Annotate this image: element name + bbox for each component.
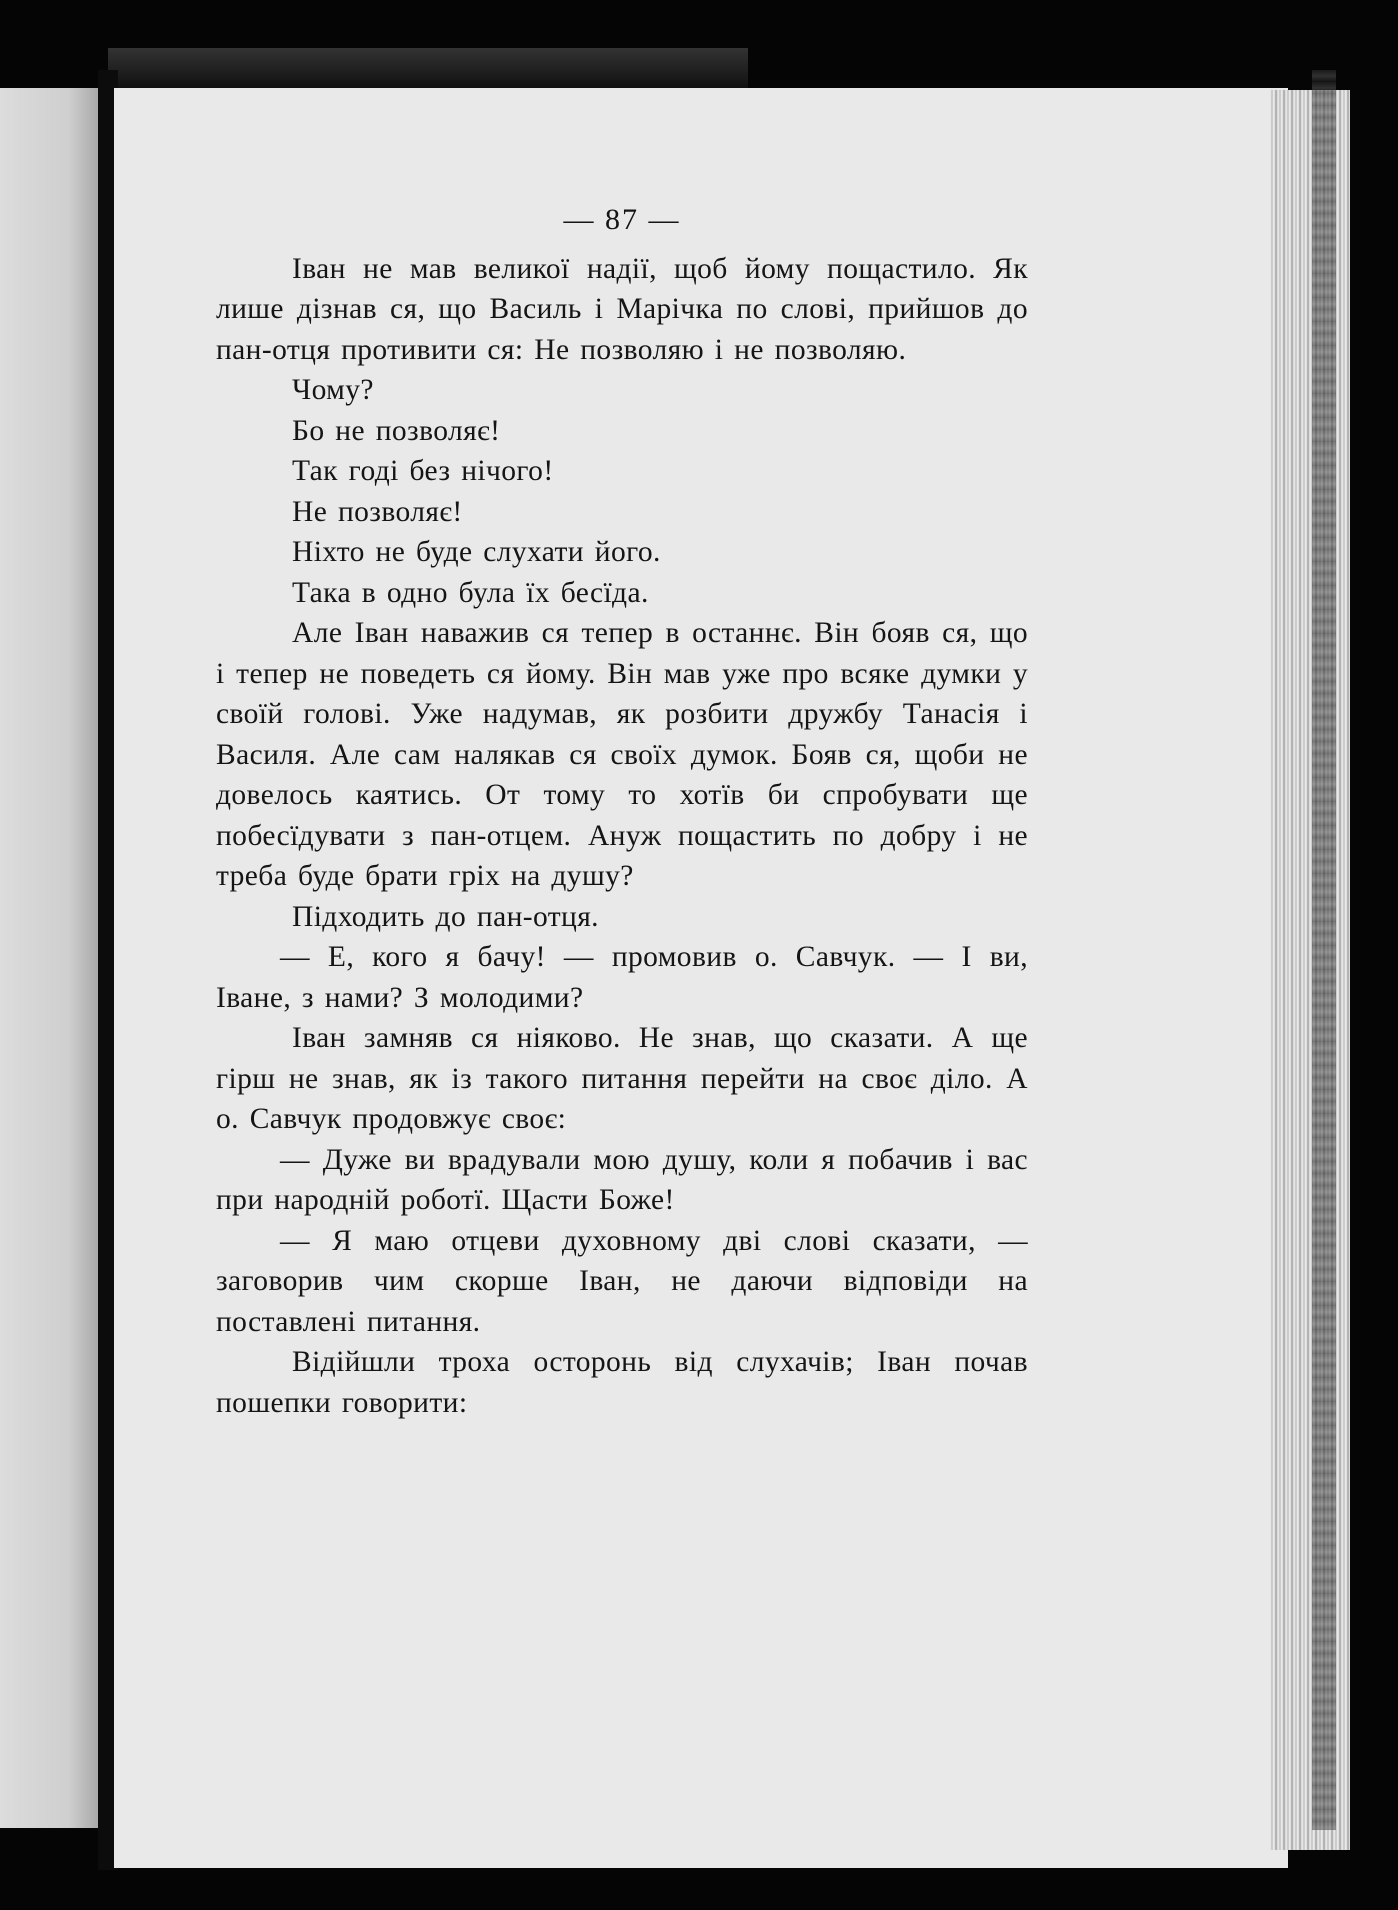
left-page-edge — [0, 88, 98, 1828]
page-fore-edge-shadow — [1312, 70, 1336, 1830]
top-shadow — [108, 48, 748, 88]
paragraph: Але Іван наважив ся тепер в останнє. Він бояв ся, що і тепер не поведеть ся йому. Він мав уже про всяке думки у своїй голові. Уже надумав, як розбити дружбу Танасія і Василя. Але сам налякав ся своїх думок. Бояв ся, щоби не довелось каятись. От тому то хотїв би спробувати ще побесїдувати з пан-отцем. Ануж пощастить по добру і не треба буде брати гріх на душу? — [216, 617, 1028, 892]
paragraph: Не позволяє! — [292, 495, 463, 528]
paragraph: Іван замняв ся ніяково. Не знав, що сказати. А ще гірш не знав, як із такого питання перейти на своє діло. А о. Савчук продовжує своє: — [216, 1022, 1028, 1135]
paragraph: Підходить до пан-отця. — [292, 900, 599, 933]
paragraph: Бо не позволяє! — [292, 414, 501, 447]
paragraph: Така в одно була їх бесїда. — [292, 576, 649, 609]
paragraph: Ніхто не буде слухати його. — [292, 536, 661, 568]
paragraph: Чому? — [292, 374, 374, 406]
page-number: — 87 — — [563, 203, 681, 236]
dialogue-paragraph: — Я маю отцеви духовному дві слові сказати, — заговорив чим скорше Іван, не даючи відповіди на поставлені питання. — [216, 1224, 1028, 1338]
page-text-block — [216, 200, 1028, 1423]
paragraph: Так годі без нічого! — [292, 455, 554, 487]
paragraph: Іван не мав великої надії, щоб йому пощастило. Як лише дізнав ся, що Василь і Марічка по слові, прийшов до пан-отця противити ся: Не позволяю і не позволяю. — [216, 252, 1028, 366]
paragraph: Відійшли троха осторонь від слухачів; Іван почав пошепки говорити: — [216, 1346, 1028, 1419]
dialogue-paragraph: — Е, кого я бачу! — промовив о. Савчук. — І ви, Іване, з нами? З молодими? — [216, 941, 1028, 1014]
dialogue-paragraph: — Дуже ви врадували мою душу, коли я побачив і вас при народній роботї. Щасти Боже! — [216, 1143, 1028, 1216]
page-fore-edge — [1270, 90, 1350, 1850]
